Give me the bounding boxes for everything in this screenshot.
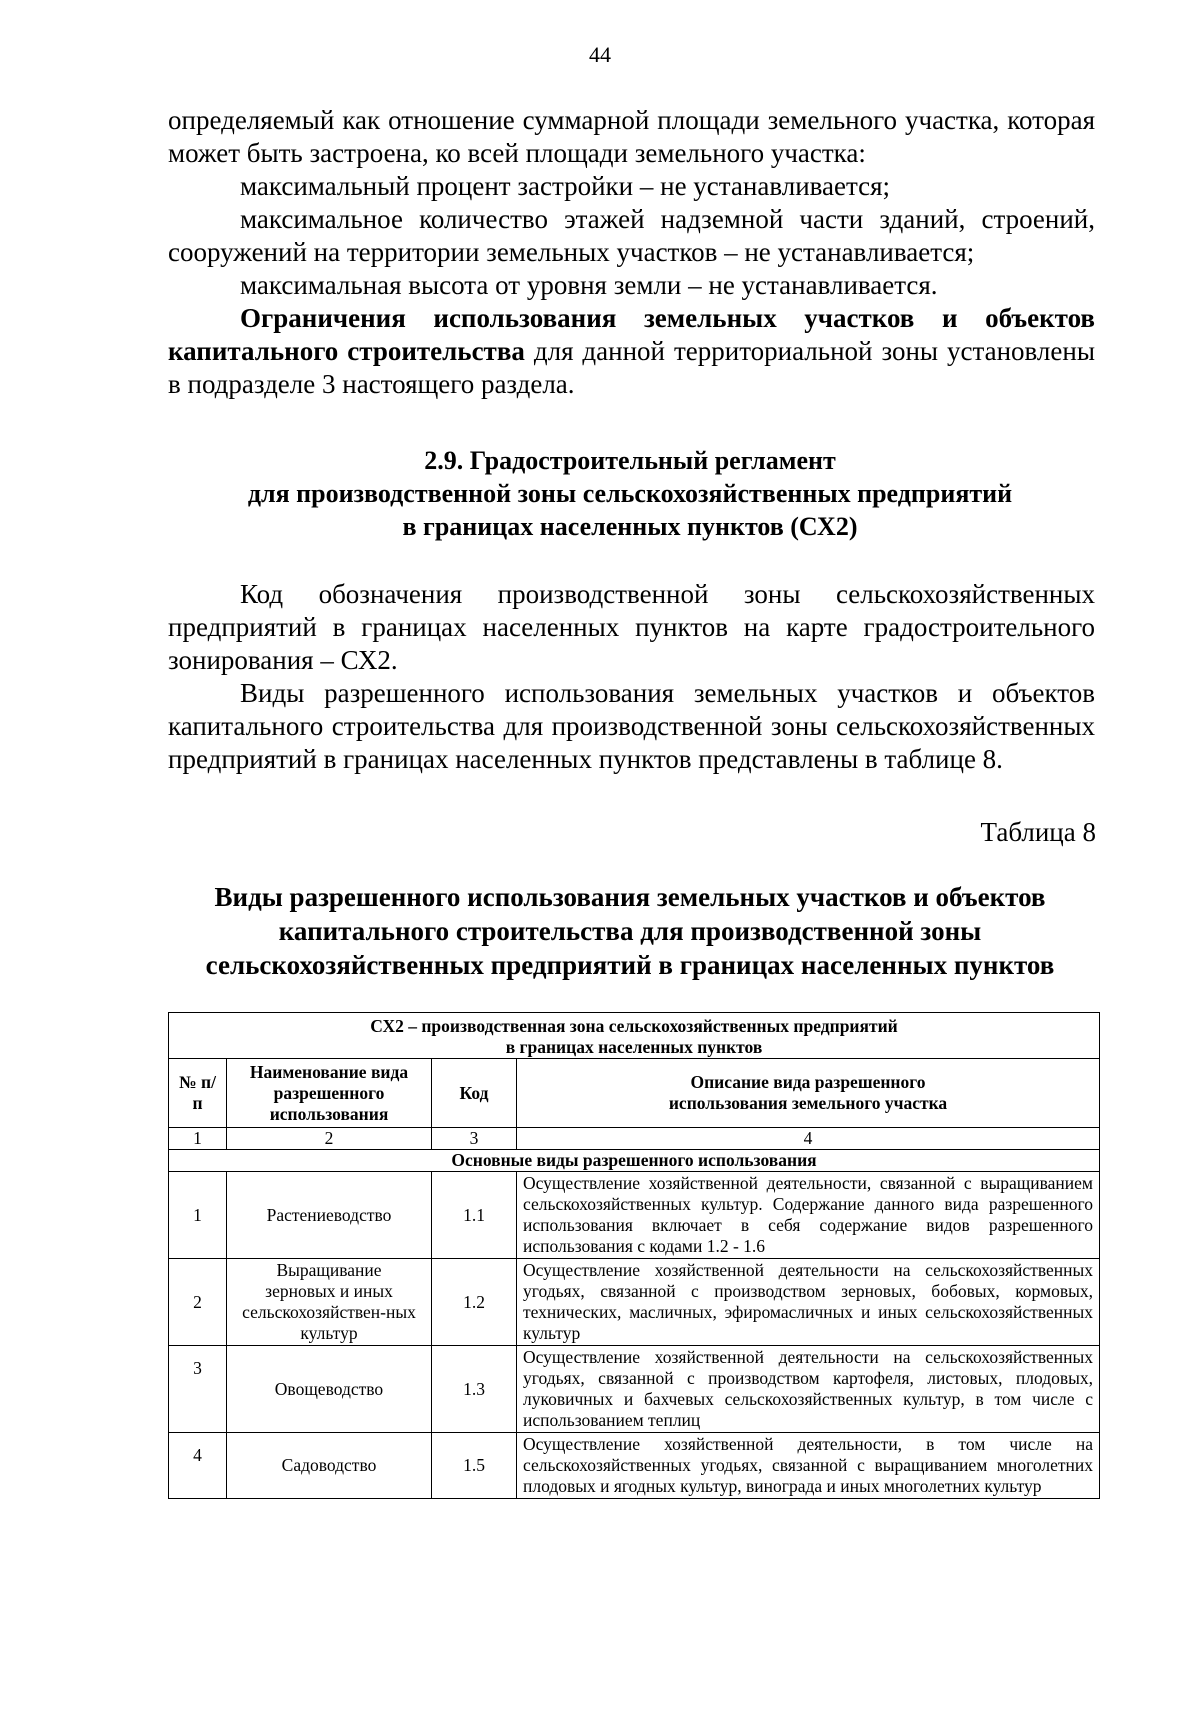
row-name: Садоводство bbox=[227, 1433, 432, 1499]
section-title-line: 2.9. Градостроительный регламент bbox=[424, 446, 836, 475]
row-code: 1.3 bbox=[432, 1346, 517, 1433]
paragraph-max-height: максимальная высота от уровня земли – не устанавливается. bbox=[240, 270, 938, 300]
header-code: Код bbox=[432, 1059, 517, 1128]
restrictions-rest-text: для данной территориальной зоны установлены в подразделе 3 настоящего раздела. bbox=[168, 336, 1095, 399]
column-number: 2 bbox=[227, 1128, 432, 1150]
restrictions-bold-text: Ограничения использования земельных участков и объектов капитального строительства bbox=[168, 303, 1095, 366]
regulation-paragraphs bbox=[168, 104, 1095, 401]
zone-paragraphs bbox=[168, 578, 1095, 776]
row-num: 1 bbox=[169, 1172, 227, 1259]
table-title-row bbox=[169, 1013, 1100, 1059]
section-title-line: в границах населенных пунктов (СХ2) bbox=[402, 512, 858, 541]
row-name: Растениеводство bbox=[227, 1172, 432, 1259]
row-code: 1.1 bbox=[432, 1172, 517, 1259]
row-name: Выращивание зерновых и иных сельскохозяйствен-ных культур bbox=[227, 1259, 432, 1346]
column-number: 3 bbox=[432, 1128, 517, 1150]
row-num: 2 bbox=[169, 1259, 227, 1346]
header-name: Наименование вида разрешенного использования bbox=[227, 1059, 432, 1128]
header-num: № п/п bbox=[169, 1059, 227, 1128]
table-row bbox=[169, 1346, 1100, 1433]
group-label: Основные виды разрешенного использования bbox=[169, 1150, 1100, 1172]
row-num: 4 bbox=[169, 1433, 227, 1499]
paragraph-max-floors: максимальное количество этажей надземной части зданий, строений, сооружений на территории земельных участков – не устанавливается; bbox=[168, 204, 1095, 267]
table-title-line: СХ2 – производственная зона сельскохозяйственных предприятий bbox=[370, 1016, 898, 1036]
row-num: 3 bbox=[169, 1346, 227, 1433]
row-desc: Осуществление хозяйственной деятельности, в том числе на сельскохозяйственных угодьях, связанной с выращиванием многолетних плодовых и ягодных культур, винограда и иных многолетних культур bbox=[517, 1433, 1100, 1499]
column-number-row bbox=[169, 1128, 1100, 1150]
paragraph-zone-code: Код обозначения производственной зоны сельскохозяйственных предприятий в границах населенных пунктов на карте градостроительного зонирования – СХ2. bbox=[168, 579, 1095, 675]
table-label: Таблица 8 bbox=[980, 817, 1096, 847]
header-desc: Описание вида разрешенного использования земельного участка bbox=[517, 1059, 1100, 1128]
paragraph-restrictions bbox=[168, 302, 1095, 401]
section-title bbox=[150, 444, 1110, 543]
section-title-line: для производственной зоны сельскохозяйственных предприятий bbox=[247, 479, 1013, 508]
paragraph-definition: определяемый как отношение суммарной площади земельного участка, которая может быть застроена, ко всей площади земельного участка: bbox=[168, 105, 1095, 168]
table-row bbox=[169, 1172, 1100, 1259]
row-desc: Осуществление хозяйственной деятельности на сельскохозяйственных угодьях, связанной с производством картофеля, листовых, плодовых, луковичных и бахчевых сельскохозяйственных культур, в том числе с использованием теплиц bbox=[517, 1346, 1100, 1433]
table-header-row bbox=[169, 1059, 1100, 1128]
column-number: 4 bbox=[517, 1128, 1100, 1150]
table-title-line: в границах населенных пунктов bbox=[505, 1037, 763, 1057]
land-use-table bbox=[168, 1012, 1100, 1499]
group-row bbox=[169, 1150, 1100, 1172]
paragraph-max-build-percent: максимальный процент застройки – не устанавливается; bbox=[240, 171, 891, 201]
table-heading-line: капитального строительства для производственной зоны bbox=[278, 916, 982, 946]
page-number: 44 bbox=[589, 42, 611, 67]
table-heading-line: Виды разрешенного использования земельных участков и объектов bbox=[214, 882, 1046, 912]
table-heading-line: сельскохозяйственных предприятий в границах населенных пунктов bbox=[205, 950, 1055, 980]
table-heading bbox=[150, 880, 1110, 982]
row-desc: Осуществление хозяйственной деятельности на сельскохозяйственных угодьях, связанной с производством зерновых, бобовых, кормовых, технических, масличных, эфиромасличных и иных сельскохозяйственных культур bbox=[517, 1259, 1100, 1346]
row-code: 1.5 bbox=[432, 1433, 517, 1499]
column-number: 1 bbox=[169, 1128, 227, 1150]
table-row bbox=[169, 1259, 1100, 1346]
table-row bbox=[169, 1433, 1100, 1499]
table-title-cell bbox=[169, 1013, 1100, 1059]
paragraph-table-reference: Виды разрешенного использования земельных участков и объектов капитального строительства для производственной зоны сельскохозяйственных предприятий в границах населенных пунктов представлены в таблице 8. bbox=[168, 678, 1095, 774]
row-name: Овощеводство bbox=[227, 1346, 432, 1433]
row-code: 1.2 bbox=[432, 1259, 517, 1346]
row-desc: Осуществление хозяйственной деятельности, связанной с выращиванием сельскохозяйственных культур. Содержание данного вида разрешенного использования включает в себя содержание видов разрешенного использования с кодами 1.2 - 1.6 bbox=[517, 1172, 1100, 1259]
